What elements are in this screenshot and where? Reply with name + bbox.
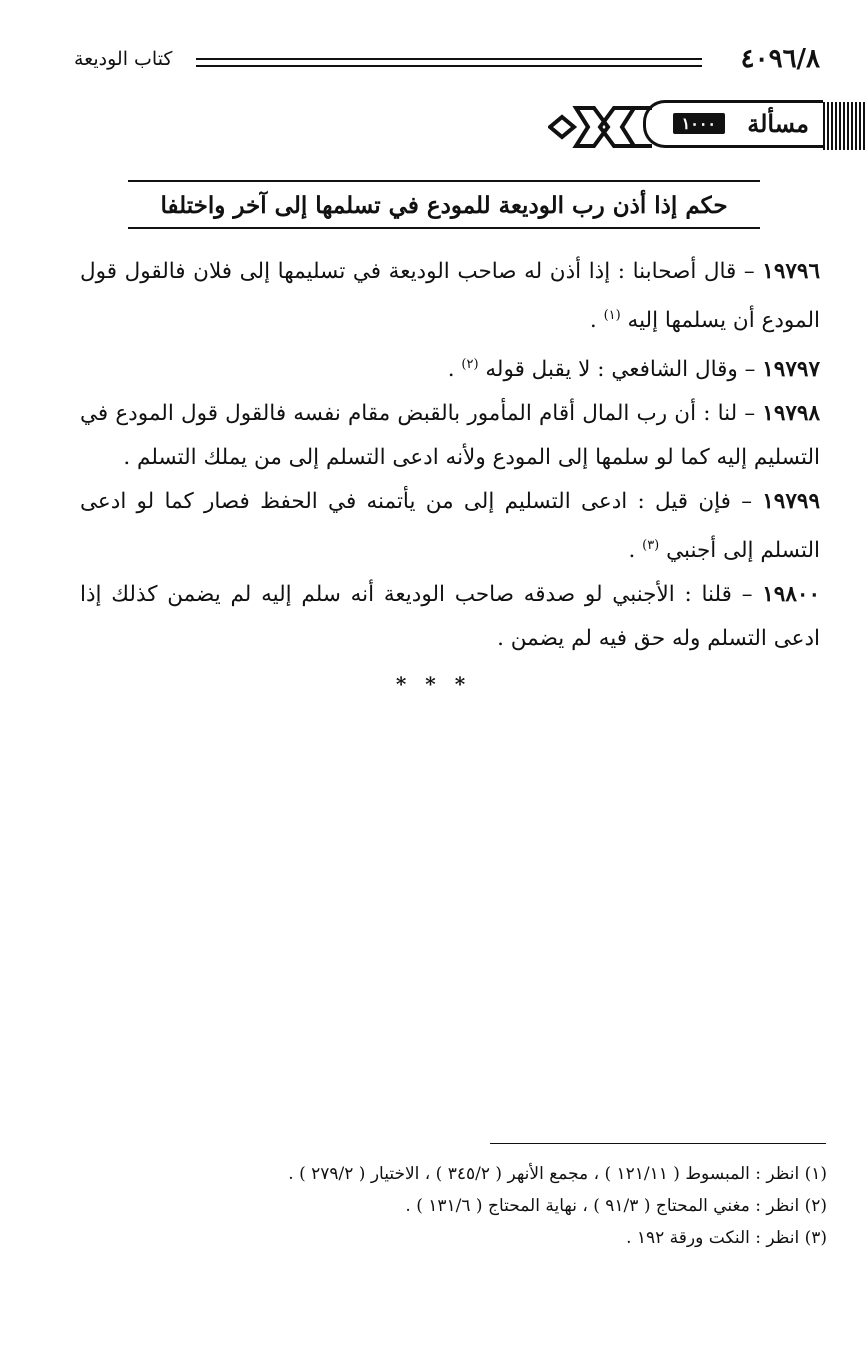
paragraph-number: ١٩٧٩٦ (762, 259, 821, 284)
paragraph-number: ١٩٨٠٠ (762, 582, 820, 608)
paragraph-dash: – (730, 489, 763, 515)
footnote-1: (١) انظر : المبسوط ( ١٢١/١١ ) ، مجمع الأنهر ( ٣٤٥/٢ ) ، الاختيار ( ٢٧٩/٢ ) . (288, 1164, 827, 1184)
footnote-rule (490, 1143, 826, 1144)
ornament-icon (548, 98, 652, 156)
footnote-reference: (٢) (461, 357, 479, 373)
paragraph-number: ١٩٧٩٨ (762, 401, 821, 427)
masala-number: ١٠٠٠ (673, 113, 725, 134)
page-number: ٤٠٩٦/٨ (740, 44, 820, 74)
footnotes (67, 1158, 827, 1254)
running-header (74, 44, 820, 84)
body-text (80, 250, 820, 661)
paragraph-end: . (589, 308, 604, 334)
book-title: كتاب الوديعة (74, 48, 173, 70)
paragraph-end: . (628, 538, 643, 564)
masala-banner (0, 98, 867, 156)
paragraph-number: ١٩٧٩٧ (762, 357, 820, 383)
footnote-2: (٢) انظر : مغني المحتاج ( ٩١/٣ ) ، نهاية المحتاج ( ١٣١/٦ ) . (405, 1196, 827, 1216)
footnote-reference: (٣) (642, 538, 660, 554)
paragraph-end: . (447, 357, 462, 383)
footnote-reference: (١) (603, 308, 621, 323)
section-title: حكم إذا أذن رب الوديعة للمودع في تسلمها إلى آخر واختلفا (128, 180, 760, 229)
banner-stripes (823, 102, 867, 150)
paragraph-dash: – (731, 582, 763, 608)
section-separator: * * * (395, 672, 472, 696)
masala-label: مسألة (747, 109, 809, 138)
paragraph-dash: – (737, 401, 763, 427)
footnote-3: (٣) انظر : النكت ورقة ١٩٢ . (626, 1228, 827, 1248)
paragraph-text: قال أصحابنا : إذا أذن له صاحب الوديعة في تسليمها إلى فلان فالقول قول المودع أن يسلمها إليه (80, 259, 820, 334)
masala-tab (643, 100, 823, 148)
paragraph-dash: – (736, 259, 763, 284)
paragraph-number: ١٩٧٩٩ (762, 489, 820, 515)
paragraph-text: فإن قيل : ادعى التسليم إلى من يأتمنه في الحفظ فصار كما لو ادعى التسلم إلى أجنبي (80, 489, 820, 564)
paragraph-dash: – (737, 357, 763, 383)
paragraph-text: قلنا : الأجنبي لو صدقه صاحب الوديعة أنه سلم إليه لم يضمن كذلك إذا ادعى التسلم وله حق فيه لم يضمن . (80, 582, 820, 652)
paragraph-text: لنا : أن رب المال أقام المأمور بالقبض مقام نفسه فالقول قول المودع في التسليم إليه كما لو سلمها إلى المودع ولأنه ادعى التسلم إلى من يملك التسلم . (80, 401, 820, 471)
paragraph (80, 343, 820, 392)
paragraph (80, 250, 820, 343)
paragraph (80, 392, 820, 480)
paragraph-text: وقال الشافعي : لا يقبل قوله (485, 357, 738, 383)
paragraph (80, 573, 820, 661)
paragraph (80, 480, 820, 573)
header-double-rule (196, 58, 702, 67)
